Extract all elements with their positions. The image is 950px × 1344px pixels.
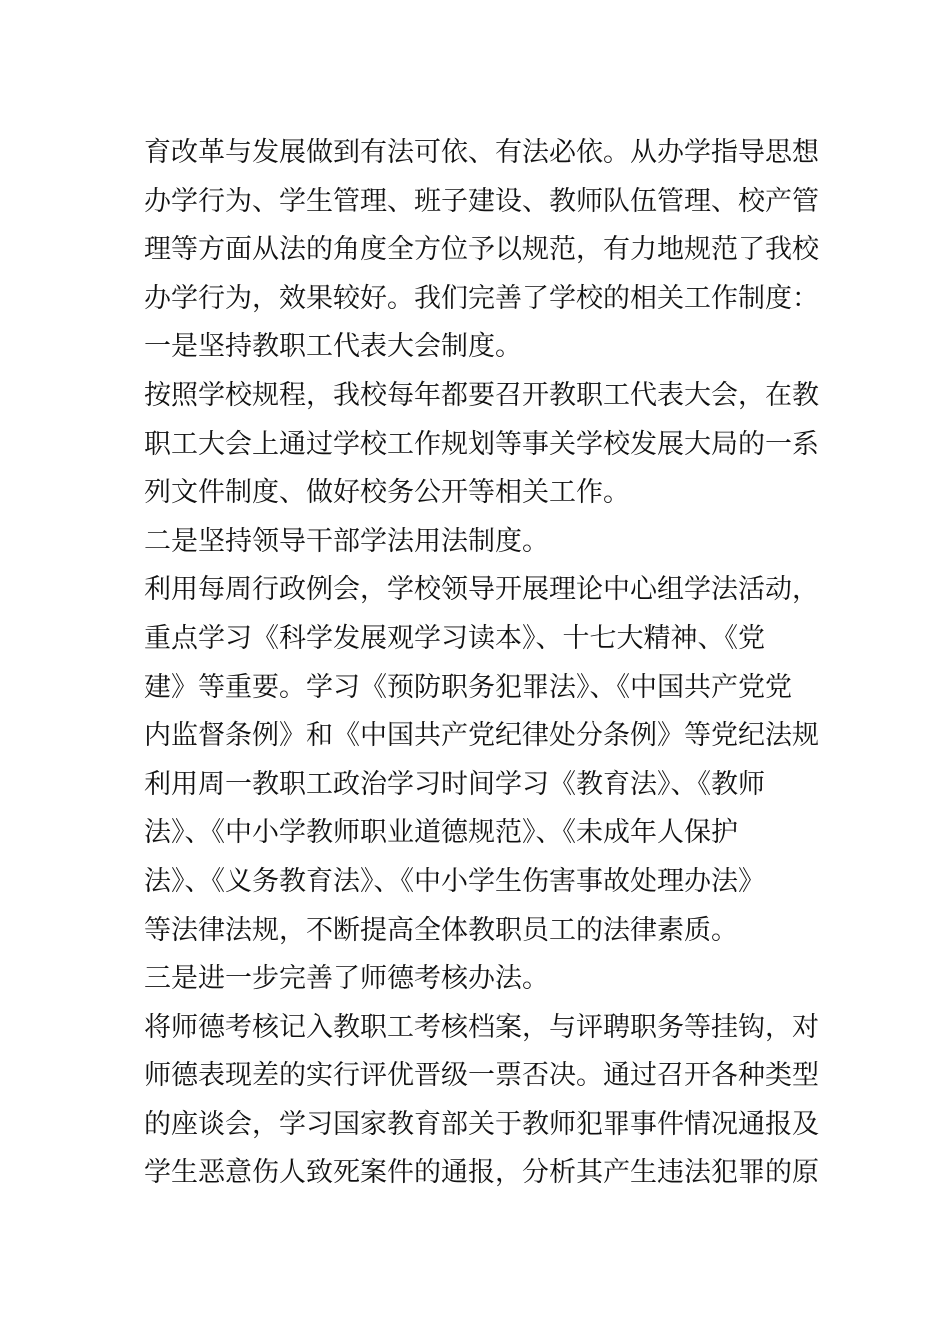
text-line: 学生恶意伤人致死案件的通报，分析其产生违法犯罪的原	[144, 1157, 819, 1189]
section-heading-3: 三是进一步完善了师德考核办法。	[144, 963, 549, 995]
text-line: 利用周一教职工政治学习时间学习《教育法》、《教师	[144, 768, 765, 800]
text-line: 法》、《中小学教师职业道德规范》、《未成年人保护	[144, 817, 738, 849]
section-heading-2: 二是坚持领导干部学法用法制度。	[144, 525, 549, 557]
section-heading-1: 一是坚持教职工代表大会制度。	[144, 331, 522, 363]
text-line: 的座谈会，学习国家教育部关于教师犯罪事件情况通报及	[144, 1108, 819, 1140]
text-line: 利用每周行政例会，学校领导开展理论中心组学法活动，	[144, 574, 819, 606]
text-line: 等法律法规，不断提高全体教职员工的法律素质。	[144, 914, 738, 946]
text-line: 内监督条例》和《中国共产党纪律处分条例》等党纪法规	[144, 720, 819, 752]
text-line: 将师德考核记入教职工考核档案，与评聘职务等挂钩，对	[144, 1011, 819, 1043]
document-body	[144, 129, 824, 1198]
text-line: 职工大会上通过学校工作规划等事关学校发展大局的一系	[144, 428, 819, 460]
text-line: 重点学习《科学发展观学习读本》、十七大精神、《党	[144, 622, 765, 654]
text-line: 按照学校规程，我校每年都要召开教职工代表大会，在教	[144, 379, 819, 411]
text-line: 法》、《义务教育法》、《中小学生伤害事故处理办法》	[144, 865, 765, 897]
text-line: 办学行为，效果较好。我们完善了学校的相关工作制度：	[144, 282, 819, 314]
text-line: 师德表现差的实行评优晋级一票否决。通过召开各种类型	[144, 1060, 819, 1092]
text-line: 办学行为、学生管理、班子建设、教师队伍管理、校产管	[144, 185, 819, 217]
text-line: 育改革与发展做到有法可依、有法必依。从办学指导思想	[144, 137, 819, 168]
text-line: 列文件制度、做好校务公开等相关工作。	[144, 477, 630, 509]
text-line: 理等方面从法的角度全方位予以规范，有力地规范了我校	[144, 234, 819, 266]
text-line: 建》等重要。学习《预防职务犯罪法》、《中国共产党党	[144, 671, 792, 703]
